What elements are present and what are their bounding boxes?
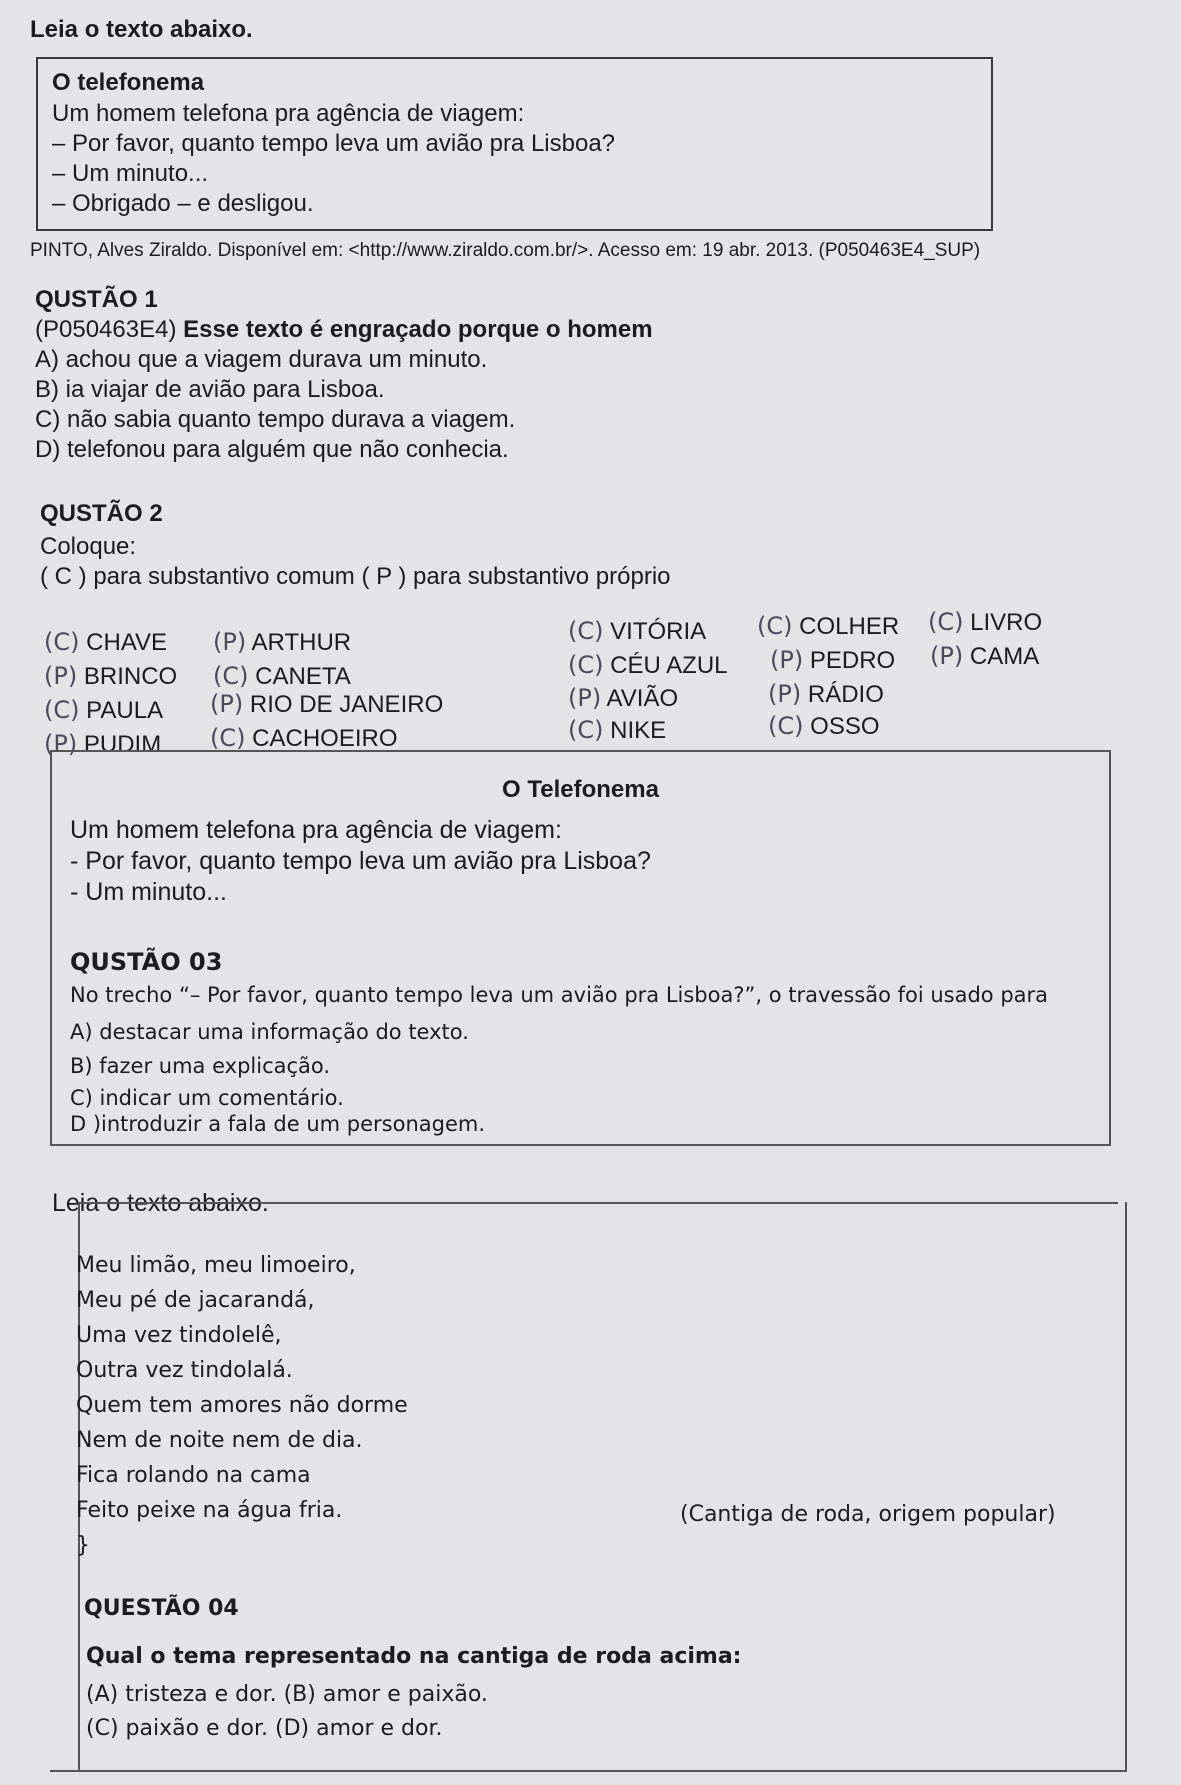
poem-box-top-rule (78, 1202, 1118, 1204)
story2-line: Um homem telefona pra agência de viagem: (70, 816, 562, 844)
q2-answer-mark: (P) (768, 680, 802, 708)
poem-line: Fica rolando na cama (76, 1463, 311, 1488)
q2-answer-mark: (C) (44, 696, 80, 724)
q2-item-word: CHAVE (86, 629, 168, 656)
q2-item[interactable] (928, 608, 1042, 638)
q4-options-line-2[interactable]: (C) paixão e dor. (D) amor e dor. (86, 1716, 443, 1741)
q2-item[interactable] (768, 680, 884, 710)
q2-item[interactable] (568, 617, 706, 647)
q2-item-word: BRINCO (83, 663, 178, 690)
q2-item-word: OSSO (810, 713, 880, 740)
q2-item[interactable] (930, 642, 1039, 672)
q1-option-b[interactable]: B) ia viajar de avião para Lisboa. (35, 376, 385, 403)
poem-line: Outra vez tindolalá. (76, 1358, 293, 1383)
q2-item-word: RIO DE JANEIRO (249, 691, 444, 718)
q3-option-d[interactable]: D )introduzir a fala de um personagem. (70, 1112, 486, 1136)
poem-line: Uma vez tindolelê, (76, 1323, 282, 1348)
q3-option-c[interactable]: C) indicar um comentário. (70, 1086, 344, 1110)
q2-item[interactable] (44, 662, 177, 692)
q2-heading: QUSTÃO 2 (40, 500, 163, 527)
q2-item[interactable] (210, 690, 443, 720)
q1-heading: QUSTÃO 1 (35, 286, 158, 313)
poem-line: Meu limão, meu limoeiro, (76, 1253, 356, 1278)
q2-item[interactable] (568, 651, 728, 681)
q1-prompt (35, 316, 653, 345)
q2-item-word: LIVRO (970, 609, 1043, 636)
q2-item[interactable] (44, 696, 163, 726)
story-line: – Obrigado – e desligou. (52, 190, 314, 217)
q2-instruction: Coloque: (40, 533, 137, 560)
q2-answer-mark: (P) (44, 662, 78, 690)
q3-option-a[interactable]: A) destacar uma informação do texto. (70, 1020, 469, 1044)
poem-line: Meu pé de jacarandá, (76, 1288, 315, 1313)
q2-item[interactable] (770, 646, 895, 676)
q2-answer-mark: (C) (568, 617, 604, 645)
q2-item-word: CANETA (255, 663, 351, 690)
intro-heading-2: Leia o texto abaixo. (52, 1189, 269, 1217)
q2-item[interactable] (213, 662, 351, 692)
q2-item[interactable] (44, 628, 167, 658)
story2-line: - Um minuto... (70, 878, 227, 906)
q2-item[interactable] (568, 684, 678, 714)
q2-item[interactable] (757, 612, 899, 642)
q4-prompt: Qual o tema representado na cantiga de roda acima: (86, 1644, 742, 1669)
q2-answer-mark: (C) (928, 608, 964, 636)
citation: PINTO, Alves Ziraldo. Disponível em: <http://www.ziraldo.com.br/>. Acesso em: 19 abr. 2013. (P050463E4_SUP) (30, 240, 981, 261)
story-line: – Por favor, quanto tempo leva um avião pra Lisboa? (52, 130, 616, 157)
q2-item-word: PUDIM (83, 731, 162, 758)
q2-item-word: CACHOEIRO (252, 725, 398, 752)
poem-source: (Cantiga de roda, origem popular) (680, 1502, 1056, 1527)
q1-option-d[interactable]: D) telefonou para alguém que não conhecia. (35, 436, 509, 463)
q4-options-line-1[interactable]: (A) tristeza e dor. (B) amor e paixão. (86, 1682, 488, 1707)
q2-item-word: RÁDIO (807, 681, 884, 708)
q3-heading: QUSTÃO 03 (70, 948, 223, 976)
poem-line: Nem de noite nem de dia. (76, 1428, 363, 1453)
q2-answer-mark: (P) (770, 646, 804, 674)
q1-code: (P050463E4) (35, 316, 177, 343)
q2-item-word: PEDRO (809, 647, 896, 674)
q2-answer-mark: (C) (210, 724, 246, 752)
story-line: Um homem telefona pra agência de viagem: (52, 100, 525, 127)
q2-legend: ( C ) para substantivo comum ( P ) para substantivo próprio (40, 563, 671, 590)
q2-item-word: ARTHUR (251, 629, 352, 656)
poem-box (50, 1202, 1127, 1772)
poem: Meu limão, meu limoeiro, Meu pé de jacarandá, Uma vez tindolelê, Outra vez tindolalá. Quem tem amores não dorme Nem de noite nem de dia. Fica rolando na cama Feito peixe na água fria. } (76, 1248, 408, 1563)
q2-answer-mark: (P) (568, 684, 602, 712)
poem-line: Quem tem amores não dorme (76, 1393, 408, 1418)
q3-box (50, 750, 1111, 1146)
q2-answer-mark: (C) (213, 662, 249, 690)
q2-item[interactable] (213, 628, 351, 658)
q1-option-a[interactable]: A) achou que a viagem durava um minuto. (35, 346, 488, 373)
q2-answer-mark: (C) (568, 716, 604, 744)
q1-option-c[interactable]: C) não sabia quanto tempo durava a viagem. (35, 406, 516, 433)
story-box (36, 57, 993, 231)
story2-line: - Por favor, quanto tempo leva um avião pra Lisboa? (70, 847, 651, 875)
story2-title: O Telefonema (502, 776, 659, 803)
q2-item[interactable] (768, 712, 880, 742)
q4-heading: QUESTÃO 04 (84, 1596, 239, 1621)
q2-item-word: PAULA (86, 697, 164, 724)
q2-answer-mark: (P) (210, 690, 244, 718)
q3-option-b[interactable]: B) fazer uma explicação. (70, 1054, 331, 1078)
q2-answer-mark: (P) (44, 730, 78, 758)
q2-answer-mark: (C) (44, 628, 80, 656)
q1-prompt-text: Esse texto é engraçado porque o homem (183, 316, 653, 343)
poem-line: Feito peixe na água fria. (76, 1498, 343, 1523)
story-title: O telefonema (52, 69, 205, 96)
q3-prompt: No trecho “– Por favor, quanto tempo leva um avião pra Lisboa?”, o travessão foi usado para (70, 983, 1049, 1007)
intro-heading: Leia o texto abaixo. (30, 16, 253, 43)
q2-item-word: NIKE (610, 717, 667, 744)
q2-answer-mark: (P) (930, 642, 964, 670)
q2-item-word: AVIÃO (606, 685, 679, 712)
q2-item-word: CAMA (969, 643, 1040, 670)
q2-answer-mark: (P) (213, 628, 247, 656)
q2-item[interactable] (568, 716, 666, 746)
q2-answer-mark: (C) (768, 712, 804, 740)
q2-item-word: COLHER (799, 613, 900, 640)
q2-answer-mark: (C) (568, 651, 604, 679)
q2-answer-mark: (C) (757, 612, 793, 640)
q2-item-word: VITÓRIA (610, 618, 707, 645)
story-line: – Um minuto... (52, 160, 209, 187)
q2-item-word: CÉU AZUL (610, 652, 728, 679)
